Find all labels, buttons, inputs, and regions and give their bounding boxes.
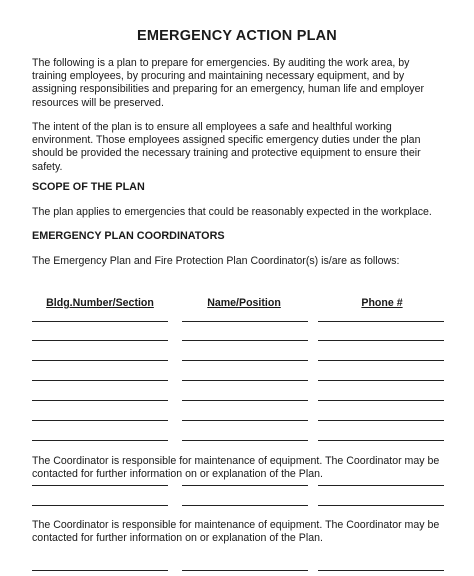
blank-line	[32, 440, 168, 441]
blank-line	[318, 360, 444, 361]
blank-line	[32, 340, 168, 341]
blank-line	[182, 321, 308, 322]
scope-text: The plan applies to emergencies that could be reasonably expected in the workplace.	[32, 206, 432, 218]
blank-line	[32, 420, 168, 421]
blank-line	[318, 380, 444, 381]
blank-line	[32, 570, 168, 571]
blank-line	[182, 440, 308, 441]
blank-line	[182, 505, 308, 506]
coordinators-heading: EMERGENCY PLAN COORDINATORS	[32, 230, 225, 242]
blank-line	[32, 485, 168, 486]
blank-line	[318, 440, 444, 441]
blank-line	[318, 505, 444, 506]
blank-line	[182, 400, 308, 401]
blank-line	[318, 570, 444, 571]
document-title: EMERGENCY ACTION PLAN	[137, 28, 337, 44]
intent-paragraph: The intent of the plan is to ensure all employees a safe and healthful working environment. Those employees assigned specific emergency duties under the plan should be provided the necessary training and protective equipment to ensure their safety.	[32, 121, 421, 173]
blank-line	[32, 380, 168, 381]
blank-line	[32, 505, 168, 506]
blank-line	[182, 380, 308, 381]
blank-line	[182, 340, 308, 341]
blank-line	[182, 485, 308, 486]
column-header-name-position: Name/Position	[207, 297, 281, 309]
column-header-bldg-section: Bldg.Number/Section	[46, 297, 154, 309]
column-header-phone: Phone #	[361, 297, 403, 309]
scope-heading: SCOPE OF THE PLAN	[32, 181, 145, 193]
blank-line	[32, 360, 168, 361]
blank-line	[318, 321, 444, 322]
coordinator-responsibility-paragraph-2: The Coordinator is responsible for maintenance of equipment. The Coordinator may be contacted for further information on or explanation of the Plan.	[32, 519, 440, 545]
coordinator-responsibility-paragraph-1: The Coordinator is responsible for maintenance of equipment. The Coordinator may be contacted for further information on or explanation of the Plan.	[32, 455, 440, 481]
blank-line	[182, 420, 308, 421]
blank-line	[32, 400, 168, 401]
coordinators-text: The Emergency Plan and Fire Protection Plan Coordinator(s) is/are as follows:	[32, 255, 400, 267]
blank-line	[318, 420, 444, 421]
blank-line	[318, 485, 444, 486]
blank-line	[182, 570, 308, 571]
blank-line	[32, 321, 168, 322]
intro-paragraph: The following is a plan to prepare for emergencies. By auditing the work area, by training employees, by procuring and maintaining necessary equipment, and by assigning responsibilities and preparing for an emergency, human life and employer resources will be preserved.	[32, 57, 424, 109]
blank-line	[318, 340, 444, 341]
blank-line	[182, 360, 308, 361]
blank-line	[318, 400, 444, 401]
